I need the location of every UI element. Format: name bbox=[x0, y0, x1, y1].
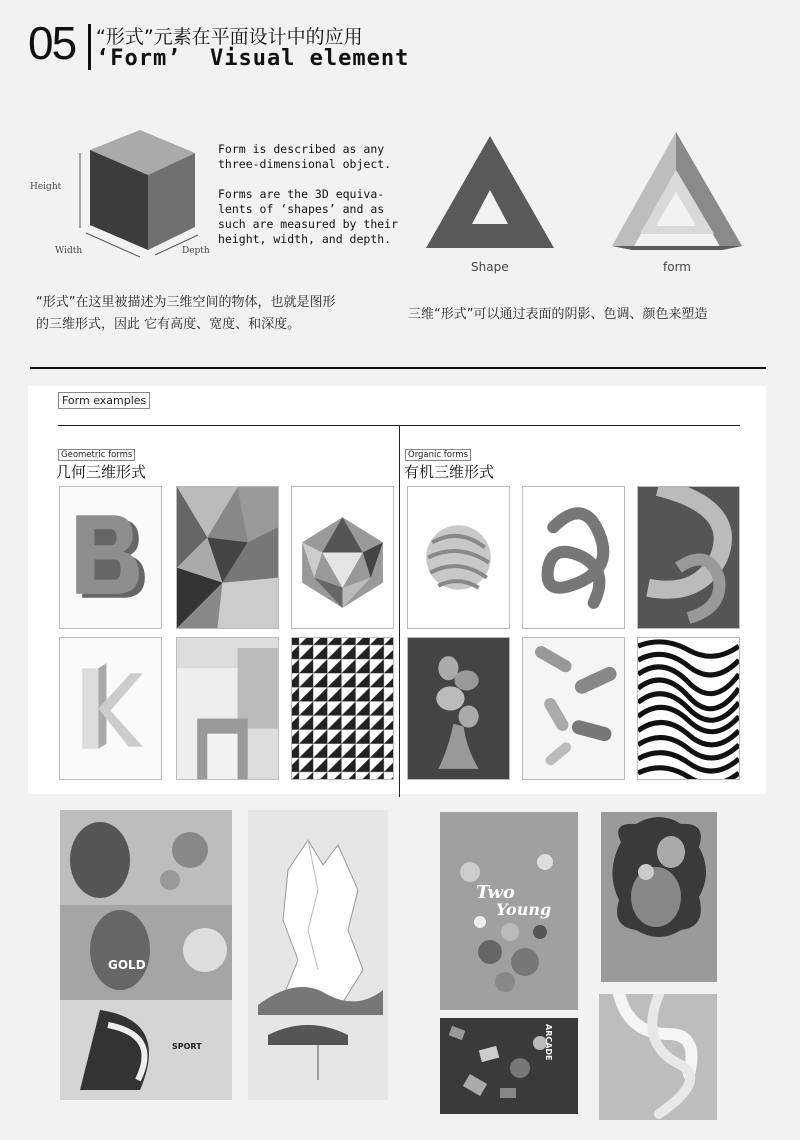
label-height: Height bbox=[30, 182, 62, 192]
poster-text-young: Young bbox=[496, 900, 552, 919]
form-triangle bbox=[610, 130, 744, 252]
poster-text-two: Two bbox=[476, 882, 515, 903]
example-letter-b bbox=[59, 486, 162, 629]
shape-triangle bbox=[424, 132, 556, 252]
example-knot bbox=[522, 486, 625, 629]
poster-paper-mountains bbox=[248, 810, 388, 1100]
poster-white-tubes bbox=[599, 994, 717, 1120]
organic-forms-title: 有机三维形式 bbox=[404, 463, 495, 481]
label-depth: Depth bbox=[182, 246, 210, 256]
title-chinese: “形式”元素在平面设计中的应用 bbox=[96, 26, 363, 48]
section-number: 05 bbox=[28, 17, 76, 69]
label-width: Width bbox=[55, 246, 83, 256]
label-shape: Shape bbox=[471, 260, 509, 274]
form-examples-tag: Form examples bbox=[58, 392, 150, 409]
poster-two-young bbox=[440, 812, 578, 1010]
poster-woman-glasses bbox=[601, 812, 717, 982]
header-divider bbox=[88, 24, 91, 70]
form-description bbox=[218, 142, 398, 247]
title-english: ‘Form’ Visual element bbox=[96, 46, 410, 71]
desc-line: lents of ‘shapes’ and as bbox=[218, 202, 385, 216]
example-twisted-sphere bbox=[407, 486, 510, 629]
section-divider bbox=[30, 367, 766, 369]
example-letter-k bbox=[59, 637, 162, 780]
example-swirl bbox=[637, 486, 740, 629]
cube-diagram bbox=[60, 125, 220, 260]
geometric-forms-title: 几何三维形式 bbox=[56, 463, 147, 481]
label-form: form bbox=[663, 260, 691, 274]
example-polygon-facets bbox=[176, 486, 279, 629]
desc-line: Forms are the 3D equiva- bbox=[218, 187, 385, 201]
example-architecture bbox=[176, 637, 279, 780]
geometric-forms-tag: Geometric forms bbox=[58, 449, 135, 461]
cn-line: 的三维形式，因此 它有高度、宽度、和深度。 bbox=[36, 317, 301, 332]
poster-text-sport: SPORT bbox=[172, 1042, 202, 1051]
desc-line: such are measured by their bbox=[218, 217, 399, 231]
poster-text-arcade: ARCADE bbox=[544, 1024, 553, 1061]
description-cn-right: 三维“形式”可以通过表面的阴影、色调、颜色来塑造 bbox=[408, 307, 708, 322]
organic-forms-tag: Organic forms bbox=[405, 449, 471, 461]
example-bubble-sculpture bbox=[407, 637, 510, 780]
example-houndstooth bbox=[291, 637, 394, 780]
desc-line: Form is described as any bbox=[218, 142, 385, 156]
desc-line: three-dimensional object. bbox=[218, 157, 392, 171]
cn-line: “形式”在这里被描述为三维空间的物体，也就是图形 bbox=[36, 295, 336, 310]
examples-column-divider bbox=[399, 425, 400, 797]
poster-sports-collage bbox=[60, 810, 232, 1100]
description-cn-left bbox=[36, 292, 396, 336]
example-star-polyhedron bbox=[291, 486, 394, 629]
example-wavy-lines bbox=[637, 637, 740, 780]
poster-arcade bbox=[440, 1018, 578, 1114]
poster-text-gold: GOLD bbox=[108, 958, 146, 972]
example-bacteria bbox=[522, 637, 625, 780]
desc-line: height, width, and depth. bbox=[218, 232, 392, 246]
